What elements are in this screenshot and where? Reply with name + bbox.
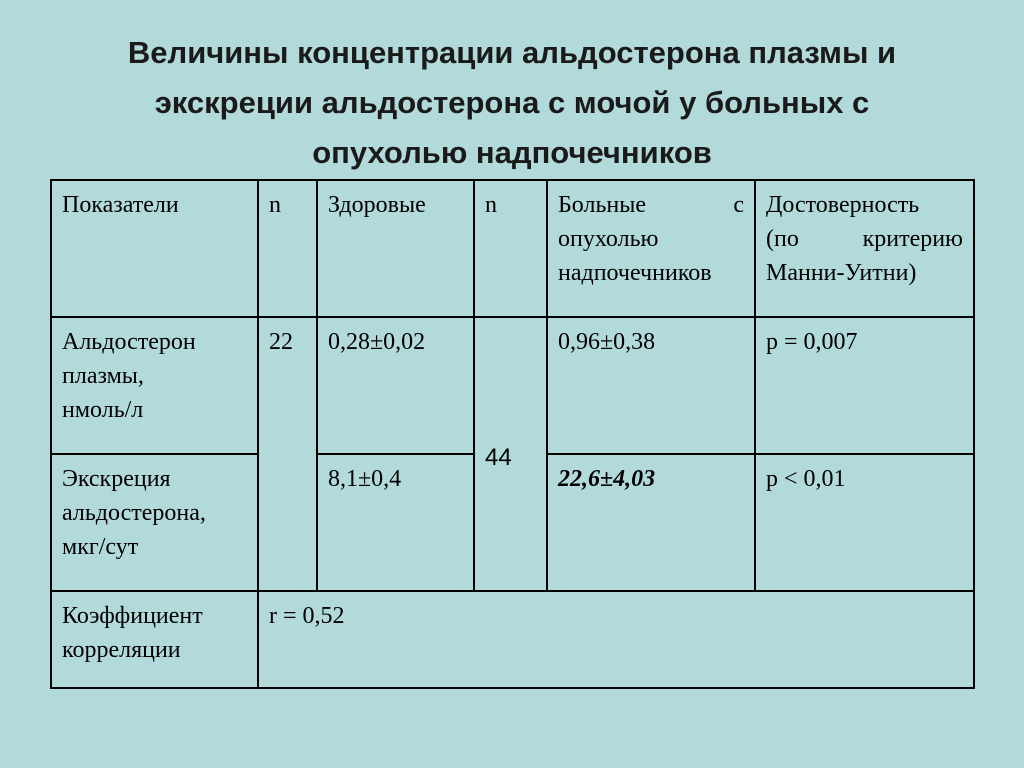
n-patients-cell: 44 [474,317,547,591]
significance-cell: p = 0,007 [755,317,974,454]
patients-cell: 22,6±4,03 [547,454,755,591]
indicator-line: плазмы, [62,363,144,389]
patients-cell: 0,96±0,38 [547,317,755,454]
page-title [40,28,984,178]
header-patients-line: Больные с [558,192,744,218]
header-patients-line: надпочечников [558,260,712,286]
n-healthy-cell: 22 [258,317,317,591]
indicator-line: мкг/сут [62,534,139,560]
title-line: экскреции альдостерона с мочой у больных с [154,85,870,120]
header-significance-line: (по критерию [766,226,963,252]
table-header-row [51,180,974,317]
healthy-cell: 0,28±0,02 [317,317,474,454]
indicator-line: альдостерона, [62,500,206,526]
row-indicator [51,454,258,591]
header-significance-line: Манни-Уитни) [766,260,917,286]
table-row [51,591,974,688]
significance-cell: p < 0,01 [755,454,974,591]
indicator-line: Коэффициент [62,603,203,629]
indicator-line: Экскреция [62,466,171,492]
data-table [50,179,975,689]
table-row [51,317,974,454]
header-n-healthy: n [258,180,317,317]
indicator-line: корреляции [62,637,181,663]
row-indicator [51,317,258,454]
header-significance [755,180,974,317]
correlation-cell: r = 0,52 [258,591,974,688]
title-line: опухолью надпочечников [312,135,712,170]
row-indicator [51,591,258,688]
title-line: Величины концентрации альдостерона плазмы и [127,35,897,70]
header-patients-line: опухолью [558,226,659,252]
header-healthy: Здоровые [317,180,474,317]
header-n-patients: n [474,180,547,317]
header-patients [547,180,755,317]
indicator-line: нмоль/л [62,397,144,423]
healthy-cell: 8,1±0,4 [317,454,474,591]
header-significance-line: Достоверность [766,192,920,218]
header-indicator: Показатели [51,180,258,317]
indicator-line: Альдостерон [62,329,196,355]
